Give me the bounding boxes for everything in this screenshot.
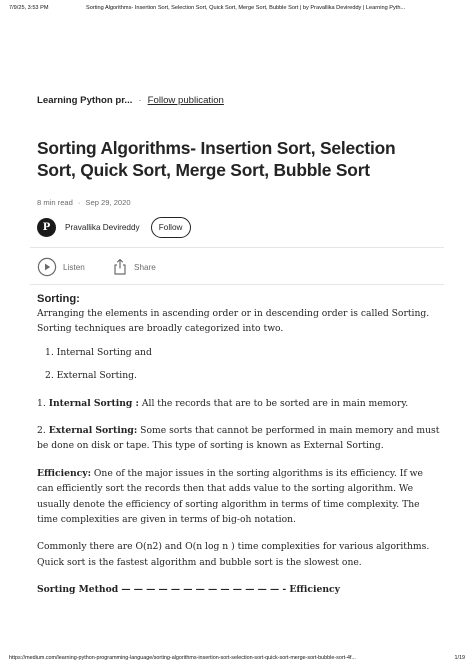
publish-date: Sep 29, 2020 — [85, 198, 131, 207]
article-body — [37, 292, 441, 598]
print-footer — [9, 655, 465, 665]
share-label: Share — [134, 262, 156, 272]
publication-row — [37, 95, 224, 106]
share-button[interactable] — [112, 256, 156, 278]
author-name[interactable]: Pravallika Devireddy — [65, 222, 140, 232]
internal-sorting-label: Internal Sorting : — [48, 397, 139, 409]
list-item: 1. Internal Sorting and — [45, 346, 152, 358]
author-row — [37, 216, 191, 238]
print-url: https://medium.com/learning-python-programming-language/sorting-algorithms-insertion-sort-selection-sort-quick-sort-merge-sort-bubble-sort-4f... — [9, 655, 356, 661]
print-timestamp: 7/9/25, 3:53 PM — [9, 5, 49, 11]
external-sorting-text: Some sorts that cannot be performed in main memory and must be done on disk or tape. This type of sorting is known as External Sorting. — [37, 425, 440, 452]
publication-name[interactable]: Learning Python pr... — [37, 95, 133, 106]
complexities-paragraph: Commonly there are O(n2) and O(n log n ) time complexities for various algorithms. Quick sort is the fastest algorithm and bubble sort is the slowest one. — [37, 541, 430, 568]
listen-label: Listen — [63, 262, 85, 272]
article-title: Sorting Algorithms- Insertion Sort, Selection Sort, Quick Sort, Merge Sort, Bubble Sort — [37, 138, 396, 180]
article-meta — [37, 198, 131, 207]
intro-paragraph: Arranging the elements in ascending order or in descending order is called Sorting. Sorting techniques are broadly categorized into two. — [37, 308, 430, 335]
list-item: 2. External Sorting. — [45, 370, 137, 382]
sorting-method-header: Sorting Method — — — — — — — — — — — — — - Efficiency — [37, 584, 340, 596]
internal-prefix: 1. — [37, 397, 49, 409]
print-page-number: 1/19 — [454, 655, 465, 661]
external-sorting-paragraph — [37, 423, 441, 454]
section-heading: Sorting: — [37, 293, 80, 305]
action-bar — [30, 247, 444, 285]
print-page-title: Sorting Algorithms- Insertion Sort, Selection Sort, Quick Sort, Merge Sort, Bubble Sort | by Pravallika Devireddy | Learning Pyth... — [86, 5, 406, 11]
external-sorting-label: External Sorting: — [48, 425, 138, 437]
efficiency-text: One of the major issues in the sorting algorithms is its efficiency. If we can efficiently sort the records then that adds value to the sorting algorithm. We usually denote the efficiency of sorting algorithm in terms of time complexity. The time complexities are given in terms of big-oh notation. — [37, 467, 423, 526]
avatar-letter: P — [42, 221, 51, 233]
efficiency-paragraph — [37, 466, 441, 528]
read-time: 8 min read — [37, 198, 73, 207]
follow-author-button[interactable]: Follow — [151, 217, 191, 238]
print-header — [0, 5, 474, 17]
publication-separator: · — [138, 95, 142, 106]
meta-separator: · — [77, 198, 81, 207]
avatar[interactable] — [37, 218, 56, 237]
internal-sorting-paragraph — [37, 396, 441, 411]
listen-button[interactable] — [37, 256, 85, 278]
share-icon — [112, 258, 128, 276]
play-circle-icon — [37, 257, 57, 277]
external-prefix: 2. — [37, 425, 49, 437]
follow-publication-link[interactable]: Follow publication — [147, 95, 224, 106]
internal-sorting-text: All the records that are to be sorted are in main memory. — [138, 397, 409, 409]
efficiency-label: Efficiency: — [37, 467, 91, 479]
